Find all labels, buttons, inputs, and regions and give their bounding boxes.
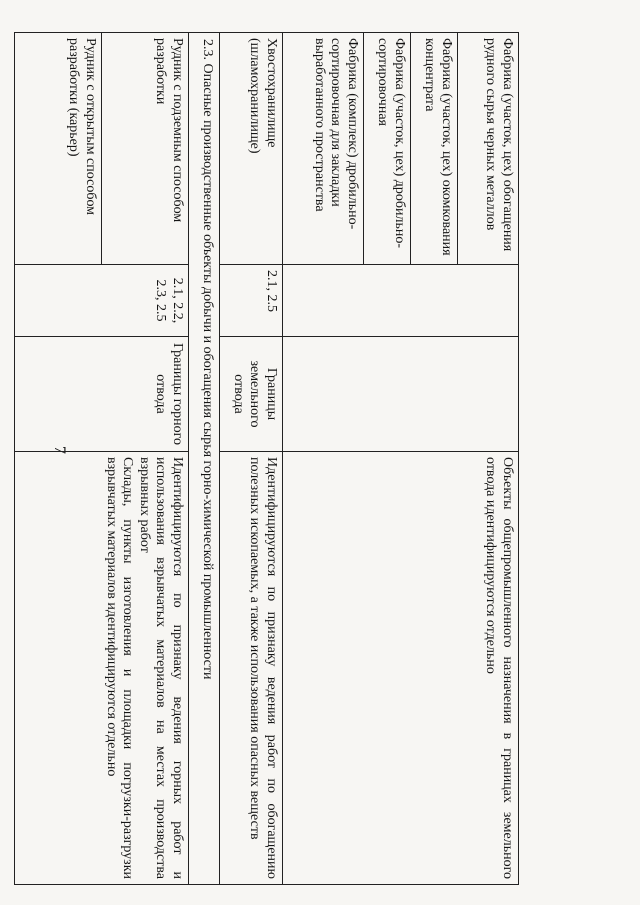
rotated-table-container [53, 32, 519, 884]
object-name-cell: Фабрика (комплекс) дробильно-сортировочная для закладки выработанного пространства [283, 33, 364, 265]
mine-description-2: Склады, пункты изготовления и площадки погрузки-разгрузки взрывчатых материалов идентифицируются отдельно [103, 457, 136, 879]
objects-table [14, 32, 519, 885]
object-name-cell: Хвостохранилище (шламохранилище) [220, 33, 283, 265]
description-cell: Объекты общепромышленного назначения в границах земельного отвода идентифицируются отдельно [283, 452, 519, 885]
object-name-cell: Фабрика (участок, цех) окомкования концентрата [411, 33, 458, 265]
object-name-cell: Фабрика (участок, цех) обогащения рудного сырья черных металлов [458, 33, 519, 265]
object-name-cell: Рудник с подземным способом разработки [102, 33, 189, 265]
description-cell: Идентифицируются по признаку ведения работ по обогащению полезных ископаемых, а также использования опасных веществ [220, 452, 283, 885]
codes-cell: 2.1, 2.5 [220, 265, 283, 337]
table-row [458, 33, 519, 885]
section-heading-2-3: 2.3. Опасные производственные объекты добычи и обогащения сырья горно-химической промышленности [189, 33, 220, 885]
object-name-cell: Рудник с открытым способом разработки (карьер) [15, 33, 102, 265]
boundary-cell: Границы горного отвода [15, 337, 189, 452]
mine-description-1: Идентифицируются по признаку ведения горных работ и использования взрывчатых материалов на местах производства взрывных работ [136, 457, 185, 879]
object-name-cell: Фабрика (участок, цех) дробильно-сортировочная [364, 33, 411, 265]
boundary-cell: Границы земельного отвода [220, 337, 283, 452]
table-row [102, 33, 189, 885]
document-sheet [53, 32, 519, 884]
codes-cell: 2.1, 2.2, 2.3, 2.5 [15, 265, 189, 337]
description-cell [15, 452, 189, 885]
boundary-cell [283, 337, 519, 452]
table-row [220, 33, 283, 885]
page-number: 7 [51, 446, 68, 454]
section-row [189, 33, 220, 885]
codes-cell [283, 265, 519, 337]
